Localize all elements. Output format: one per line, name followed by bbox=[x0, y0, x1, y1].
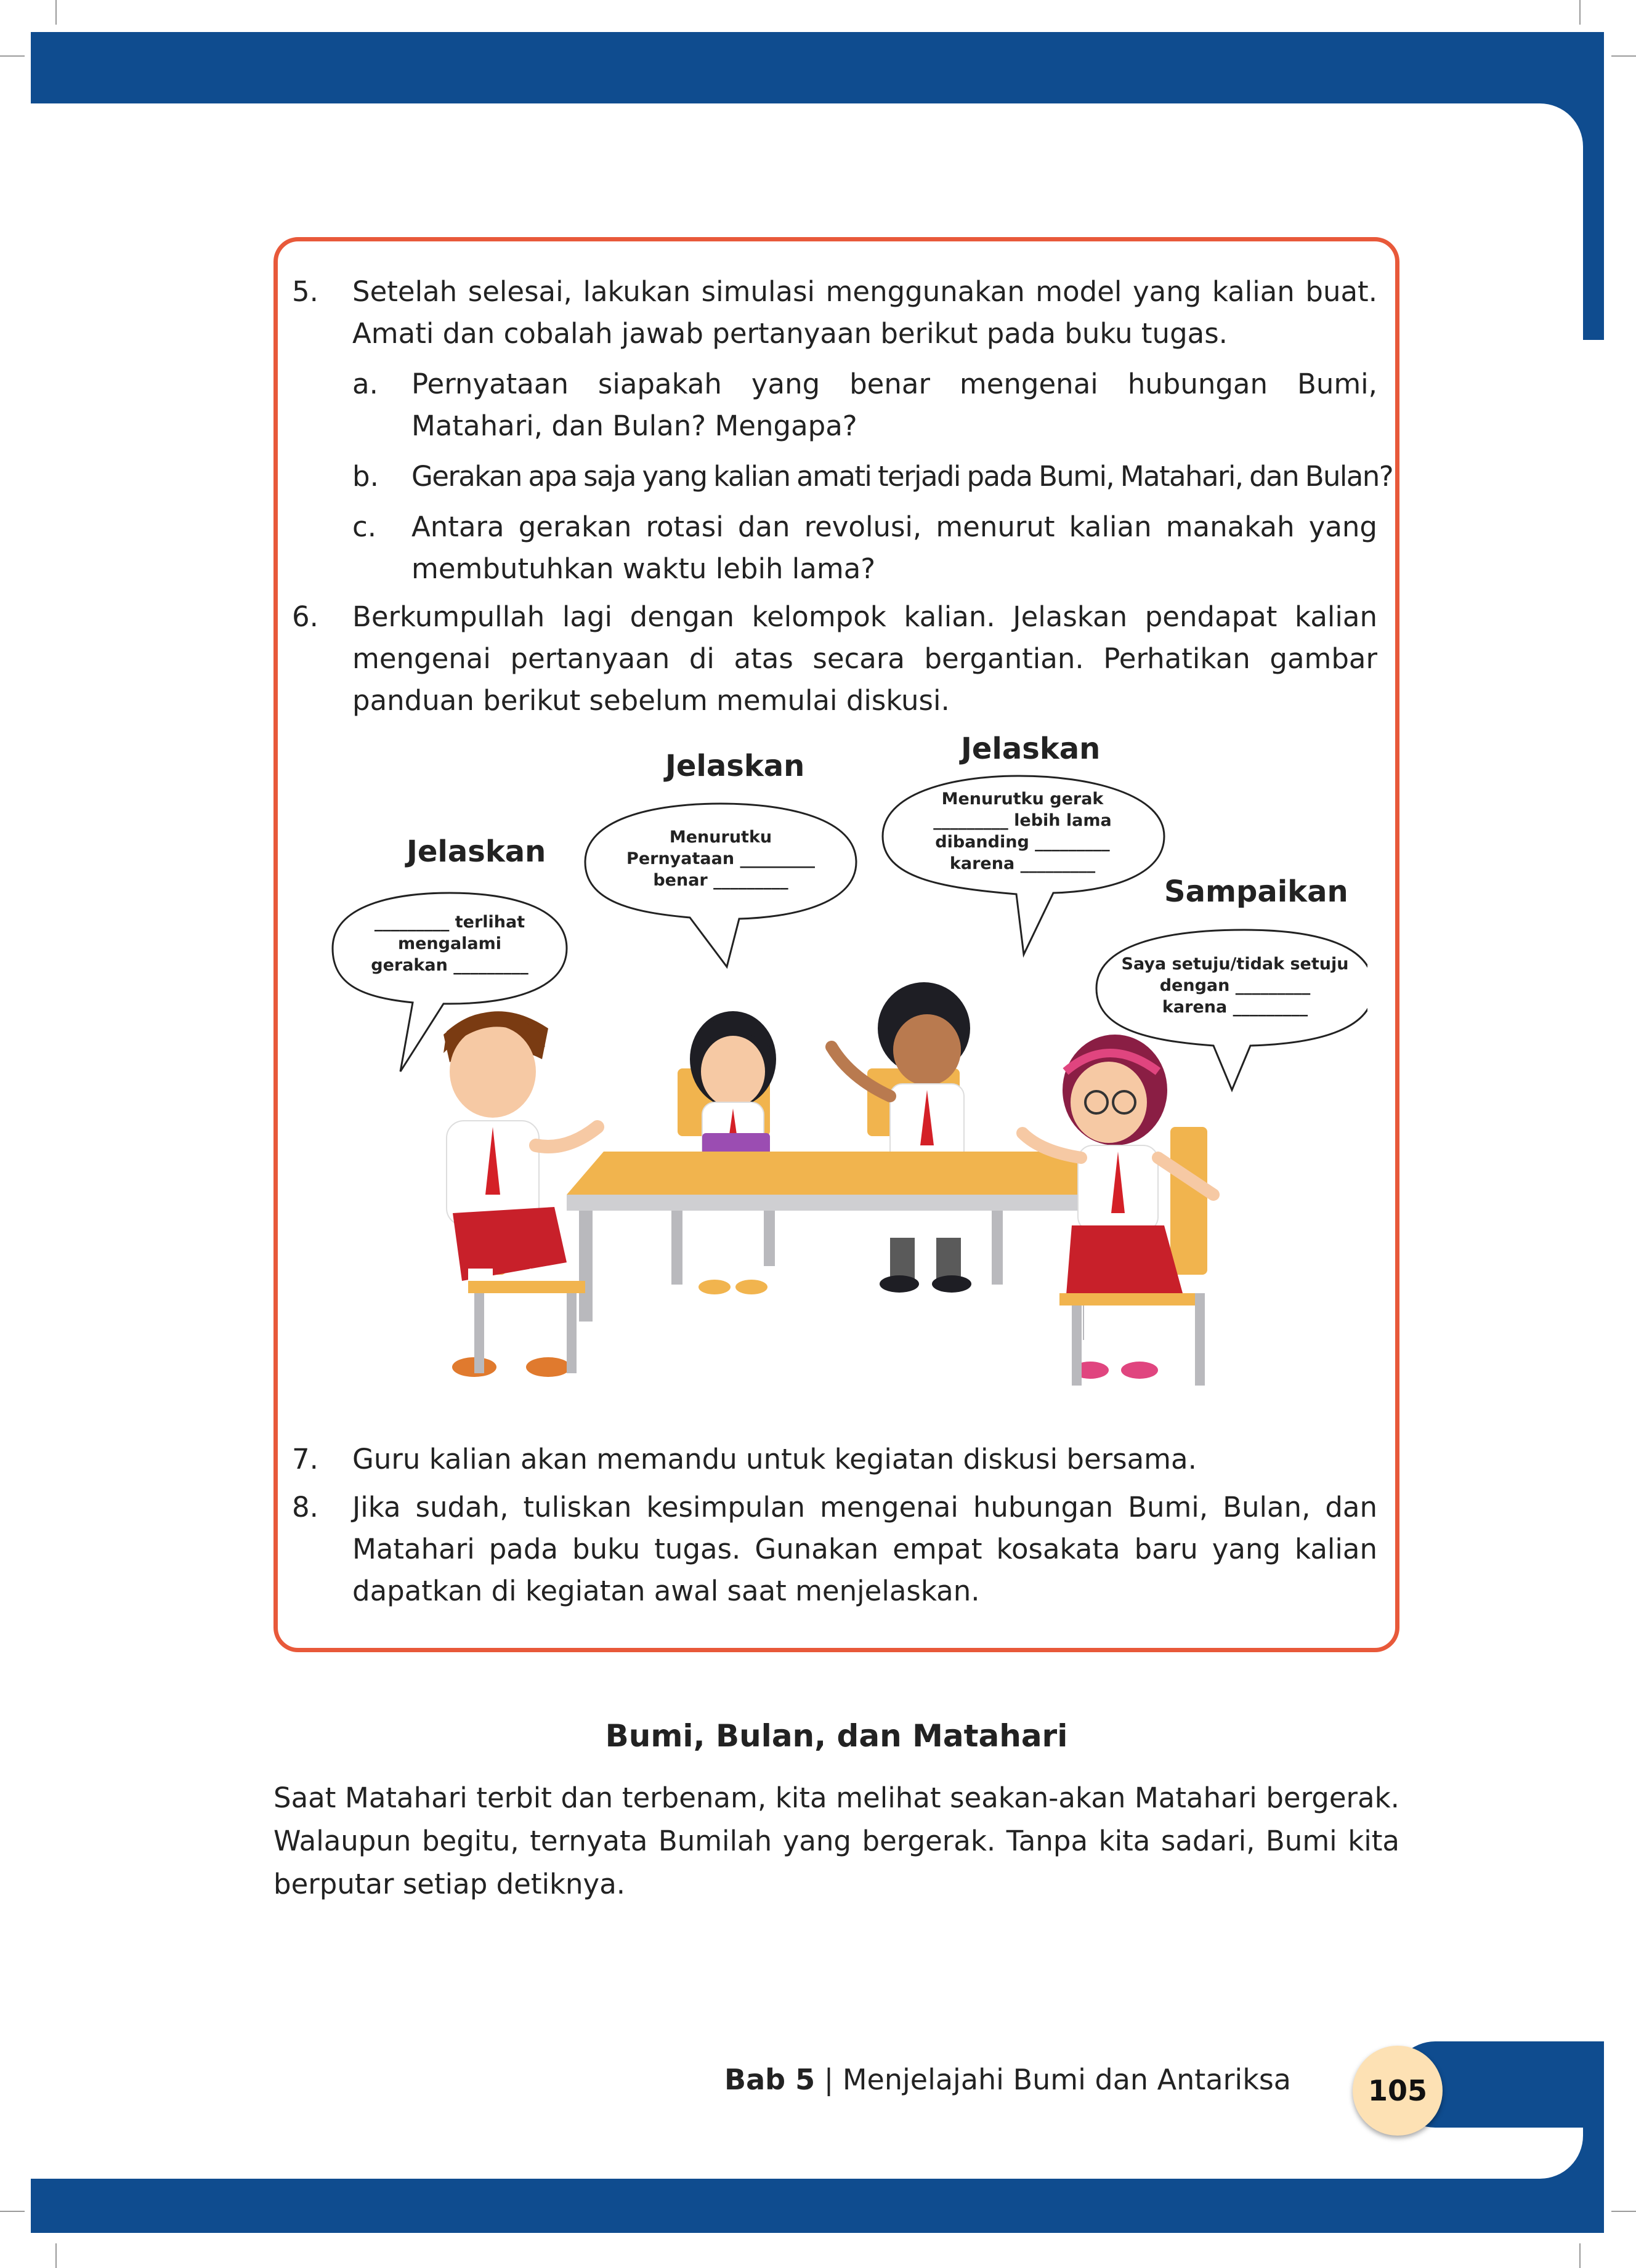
bubble-line: _________ lebih lama bbox=[933, 811, 1112, 830]
discussion-illustration bbox=[308, 727, 1367, 1410]
sub-question-a bbox=[352, 363, 1377, 447]
crop-mark bbox=[55, 2243, 57, 2268]
footer-chapter bbox=[724, 2063, 1291, 2096]
step-text: Berkumpullah lagi dengan kelompok kalian. Jelaskan pendapat kalian mengenai pertanyaan di atas secara bergantian. Perhatikan gambar panduan berikut sebelum memulai diskusi. bbox=[352, 600, 1377, 717]
bubble-line: Menurutku gerak bbox=[941, 789, 1104, 809]
sub-text: Pernyataan siapakah yang benar mengenai hubungan Bumi, Matahari, dan Bulan? Mengapa? bbox=[411, 368, 1377, 442]
chair-side-right bbox=[1170, 1127, 1207, 1275]
crop-mark bbox=[1611, 55, 1636, 57]
sub-question-b bbox=[352, 456, 1393, 498]
step-text: Jika sudah, tuliskan kesimpulan mengenai hubungan Bumi, Bulan, dan Matahari pada buku tugas. Gunakan empat kosakata baru yang kalian dapatkan di kegiatan awal saat menjelaskan. bbox=[352, 1491, 1377, 1607]
step-number: 5. bbox=[292, 275, 318, 308]
bubble-line: mengalami bbox=[397, 934, 502, 953]
crop-mark bbox=[55, 0, 57, 25]
chapter-label: Bab 5 bbox=[724, 2063, 816, 2096]
footer-separator: | bbox=[824, 2063, 834, 2096]
classroom-scene bbox=[308, 727, 1367, 1410]
crop-mark bbox=[0, 2211, 25, 2212]
page-number: 105 bbox=[1353, 2046, 1443, 2136]
label-jelaskan-middle: Jelaskan bbox=[665, 749, 805, 783]
bubble-text-1 bbox=[345, 911, 554, 976]
step-8 bbox=[292, 1487, 1377, 1612]
bubble-line: benar _________ bbox=[653, 871, 788, 890]
crop-mark bbox=[0, 55, 25, 57]
chapter-title: Menjelajahi Bumi dan Antariksa bbox=[842, 2063, 1291, 2096]
bubble-line: Menurutku bbox=[669, 828, 772, 847]
step-text: Setelah selesai, lakukan simulasi menggunakan model yang kalian buat. Amati dan cobalah jawab pertanyaan berikut pada buku tugas. bbox=[352, 275, 1377, 350]
step-text: Guru kalian akan memandu untuk kegiatan diskusi bersama. bbox=[352, 1443, 1197, 1475]
bubble-line: Saya setuju/tidak setuju bbox=[1121, 954, 1349, 974]
bubble-line: dengan _________ bbox=[1159, 976, 1311, 995]
sub-letter: a. bbox=[352, 368, 378, 400]
bubble-text-3 bbox=[899, 788, 1146, 874]
crop-mark bbox=[1611, 2211, 1636, 2212]
sub-question-c bbox=[352, 506, 1377, 590]
sub-text: Gerakan apa saja yang kalian amati terjadi pada Bumi, Matahari, dan Bulan? bbox=[411, 460, 1393, 493]
sub-letter: b. bbox=[352, 460, 379, 493]
step-number: 6. bbox=[292, 600, 318, 633]
crop-mark bbox=[1579, 2243, 1581, 2268]
sub-text: Antara gerakan rotasi dan revolusi, menurut kalian manakah yang membutuhkan waktu lebih lama? bbox=[411, 511, 1377, 585]
student-boy-curly bbox=[832, 982, 971, 1293]
label-jelaskan-right: Jelaskan bbox=[961, 732, 1101, 766]
sub-letter: c. bbox=[352, 511, 377, 543]
step-7 bbox=[292, 1439, 1377, 1480]
crop-mark bbox=[1579, 0, 1581, 25]
label-jelaskan-left: Jelaskan bbox=[407, 834, 546, 869]
step-6 bbox=[292, 596, 1377, 722]
bubble-line: gerakan _________ bbox=[371, 956, 528, 975]
section-title: Bumi, Bulan, dan Matahari bbox=[605, 1718, 1068, 1754]
bubble-text-2 bbox=[604, 826, 838, 891]
table bbox=[567, 1152, 1109, 1340]
step-number: 8. bbox=[292, 1491, 318, 1523]
bubble-text-4 bbox=[1109, 953, 1361, 1018]
label-sampaikan: Sampaikan bbox=[1164, 874, 1348, 909]
bubble-line: dibanding _________ bbox=[935, 833, 1110, 852]
step-5 bbox=[292, 271, 1377, 355]
steps-list-bottom bbox=[292, 1439, 1377, 1612]
bubble-line: karena _________ bbox=[1162, 998, 1308, 1017]
bubble-line: _________ terlihat bbox=[374, 913, 525, 932]
section-paragraph: Saat Matahari terbit dan terbenam, kita melihat seakan-akan Matahari bergerak. Walaupun begitu, ternyata Bumilah yang bergerak. Tanpa kita sadari, Bumi kita berputar setiap detiknya. bbox=[273, 1782, 1399, 1900]
bubble-line: Pernyataan _________ bbox=[626, 849, 815, 868]
steps-list-top bbox=[292, 271, 1393, 722]
step-number: 7. bbox=[292, 1443, 318, 1475]
bubble-line: karena _________ bbox=[949, 854, 1096, 873]
